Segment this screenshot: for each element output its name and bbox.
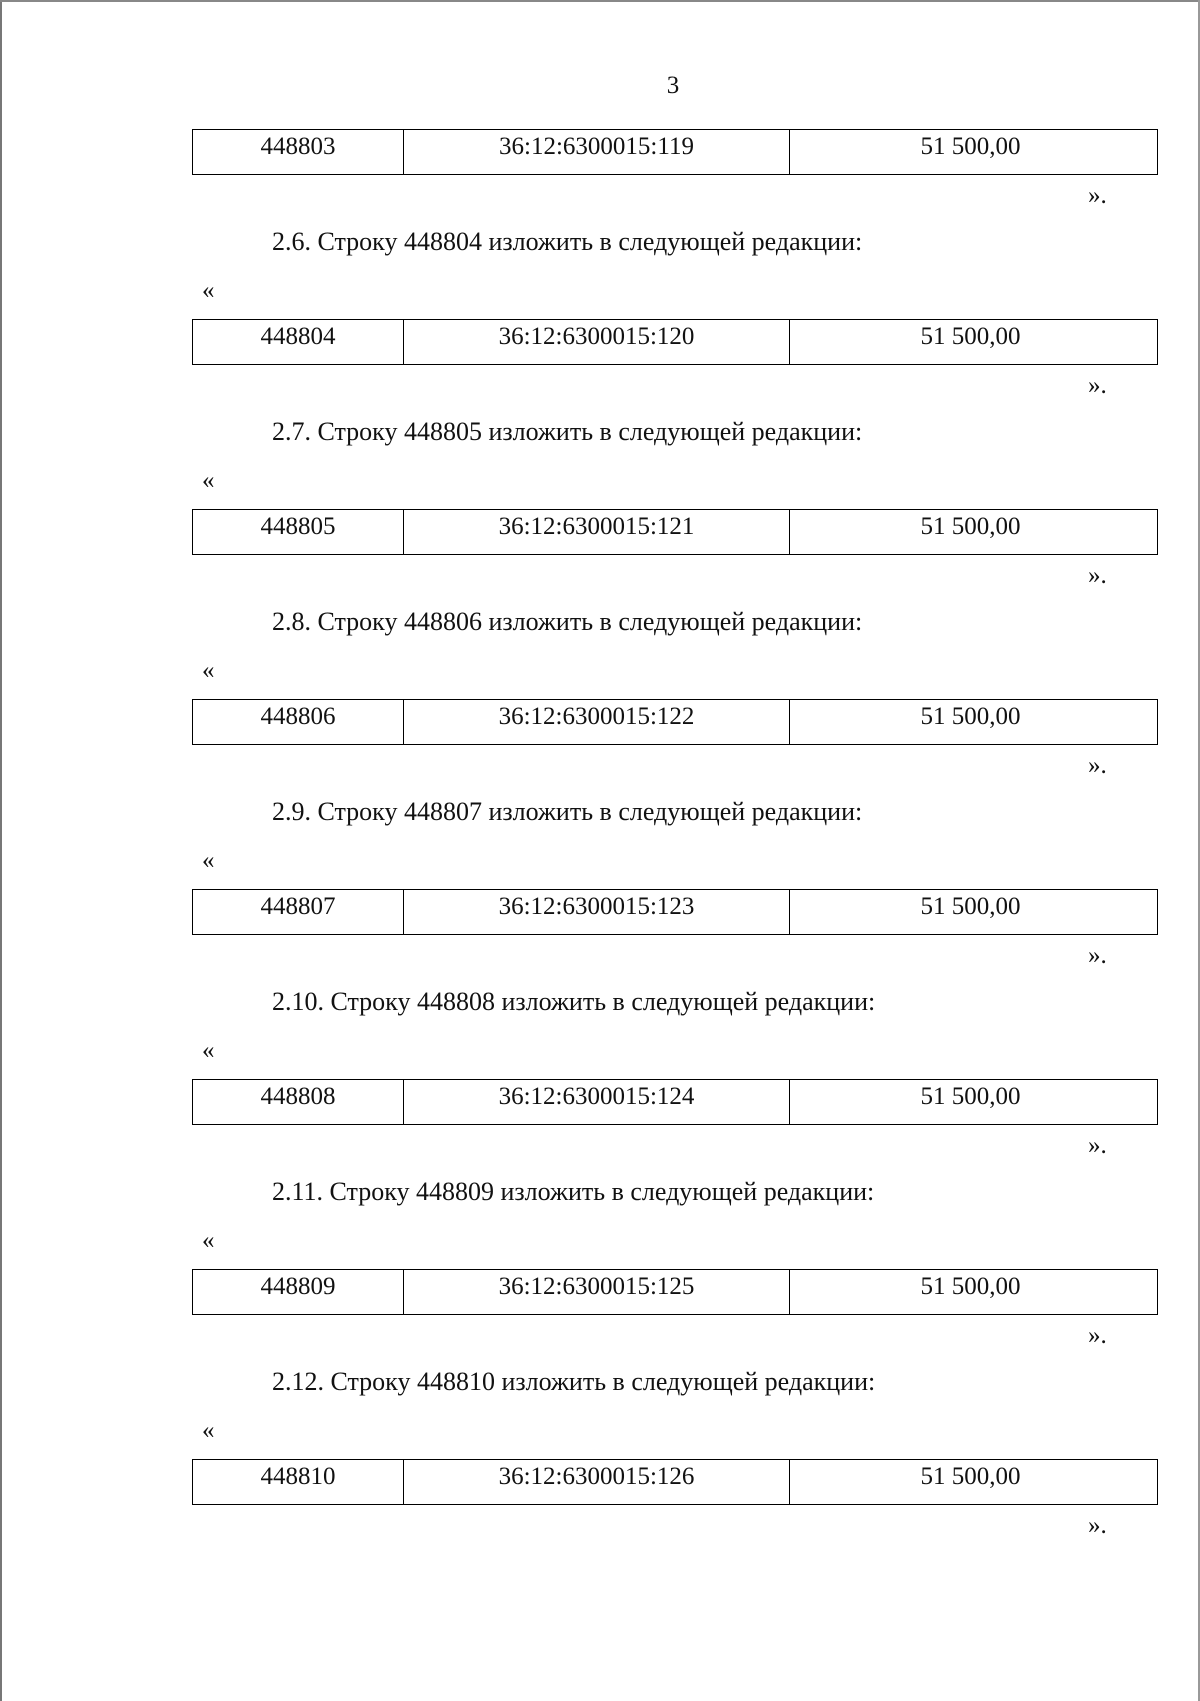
table-row xyxy=(192,889,1158,935)
closing-quote: ». xyxy=(1088,752,1107,779)
row-code: 448804 xyxy=(193,320,404,364)
opening-quote: « xyxy=(202,657,215,684)
section-instruction: 2.8. Строку 448806 изложить в следующей редакции: xyxy=(272,607,863,636)
opening-quote: « xyxy=(202,847,215,874)
table-row xyxy=(192,129,1158,175)
row-code: 448803 xyxy=(193,130,404,174)
closing-quote: ». xyxy=(1088,1512,1107,1539)
row-amount: 51 500,00 xyxy=(920,893,1021,920)
opening-quote: « xyxy=(202,277,215,304)
closing-quote: ». xyxy=(1088,942,1107,969)
row-cadastral-number: 36:12:6300015:125 xyxy=(404,1270,790,1314)
row-amount: 51 500,00 xyxy=(920,1463,1021,1490)
row-code: 448806 xyxy=(193,700,404,744)
row-amount: 51 500,00 xyxy=(920,703,1021,730)
row-amount: 51 500,00 xyxy=(920,323,1021,350)
scan-edge xyxy=(0,0,2,1701)
scan-edge xyxy=(0,0,1200,2)
row-cadastral-number: 36:12:6300015:119 xyxy=(404,130,790,174)
section-instruction: 2.12. Строку 448810 изложить в следующей редакции: xyxy=(272,1367,876,1396)
row-amount: 51 500,00 xyxy=(920,1083,1021,1110)
page-number: 3 xyxy=(666,72,680,99)
row-cadastral-number: 36:12:6300015:120 xyxy=(404,320,790,364)
closing-quote: ». xyxy=(1088,372,1107,399)
row-cadastral-number: 36:12:6300015:126 xyxy=(404,1460,790,1504)
closing-quote: ». xyxy=(1088,1132,1107,1159)
row-cadastral-number: 36:12:6300015:122 xyxy=(404,700,790,744)
row-code: 448807 xyxy=(193,890,404,934)
section-instruction: 2.7. Строку 448805 изложить в следующей редакции: xyxy=(272,417,863,446)
row-code: 448805 xyxy=(193,510,404,554)
row-cadastral-number: 36:12:6300015:121 xyxy=(404,510,790,554)
row-code: 448808 xyxy=(193,1080,404,1124)
table-row xyxy=(192,509,1158,555)
row-amount: 51 500,00 xyxy=(920,513,1021,540)
opening-quote: « xyxy=(202,467,215,494)
section-instruction: 2.10. Строку 448808 изложить в следующей редакции: xyxy=(272,987,876,1016)
closing-quote: ». xyxy=(1088,1322,1107,1349)
opening-quote: « xyxy=(202,1417,215,1444)
table-row xyxy=(192,699,1158,745)
opening-quote: « xyxy=(202,1227,215,1254)
row-code: 448810 xyxy=(193,1460,404,1504)
table-row xyxy=(192,1459,1158,1505)
section-instruction: 2.11. Строку 448809 изложить в следующей редакции: xyxy=(272,1177,875,1206)
section-instruction: 2.9. Строку 448807 изложить в следующей редакции: xyxy=(272,797,863,826)
table-row xyxy=(192,1079,1158,1125)
row-amount: 51 500,00 xyxy=(920,133,1021,160)
closing-quote: ». xyxy=(1088,562,1107,589)
row-code: 448809 xyxy=(193,1270,404,1314)
closing-quote: ». xyxy=(1088,182,1107,209)
section-instruction: 2.6. Строку 448804 изложить в следующей редакции: xyxy=(272,227,863,256)
table-row xyxy=(192,1269,1158,1315)
row-cadastral-number: 36:12:6300015:123 xyxy=(404,890,790,934)
opening-quote: « xyxy=(202,1037,215,1064)
row-amount: 51 500,00 xyxy=(920,1273,1021,1300)
row-cadastral-number: 36:12:6300015:124 xyxy=(404,1080,790,1124)
table-row xyxy=(192,319,1158,365)
